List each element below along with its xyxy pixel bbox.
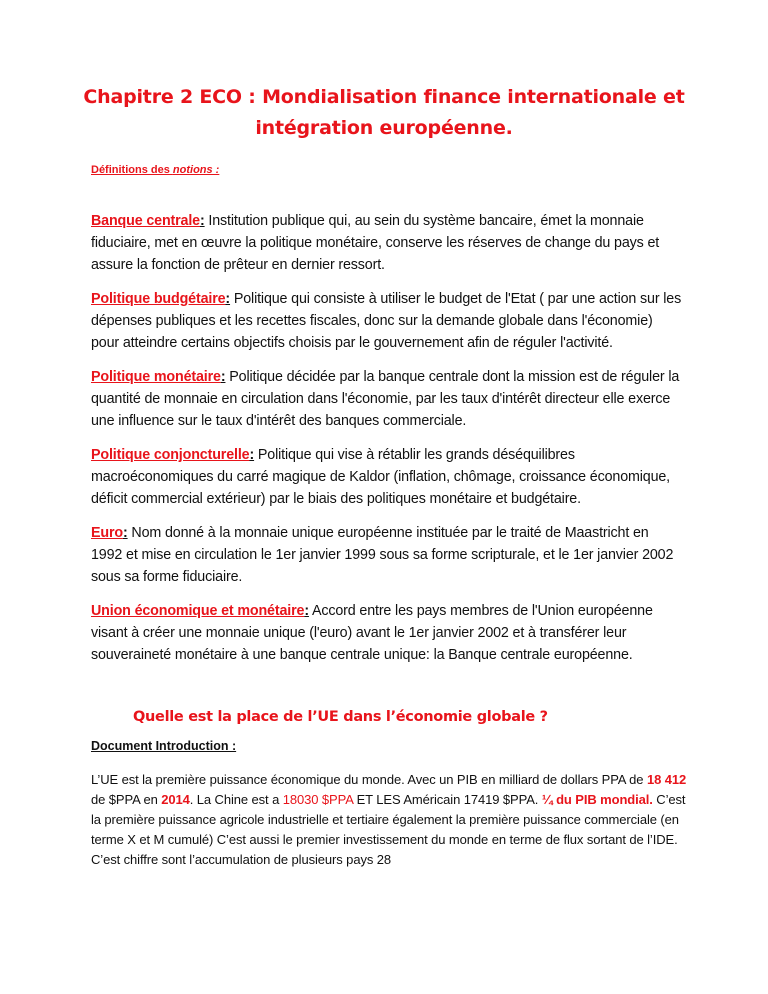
definition-colon: : — [225, 291, 231, 307]
definition-term: Union économique et monétaire — [91, 603, 305, 619]
definition-politique-monetaire — [91, 366, 683, 432]
definition-union-economique-monetaire — [91, 600, 683, 666]
intro-text-3: . La Chine est a — [189, 792, 283, 807]
definition-colon: : — [199, 213, 205, 229]
chapter-title-line-2: intégration européenne. — [255, 117, 513, 139]
definition-politique-conjoncturelle — [91, 444, 683, 510]
introduction-paragraph — [91, 770, 691, 870]
definition-colon: : — [220, 369, 226, 385]
intro-year: 2014 — [161, 792, 190, 807]
intro-share-world-gdp: ¼ du PIB mondial. — [541, 792, 653, 807]
definition-euro — [91, 522, 683, 588]
definition-text: Nom donné à la monnaie unique européenne instituée par le traité de Maastricht en 1992 et mise en circulation le 1er janvier 1999 sous sa forme scripturale, et le 1er janvier 2002 sous sa forme fiduciaire. — [91, 525, 674, 585]
intro-text-5: C’est la première puissance agricole industrielle et tertiaire également la première puissance commerciale (en terme X et M cumulé) C’est aussi le premier investissement du monde en terme de flux sortant de l’IDE. C’est chiffre sont l’accumulation de plusieurs pays 28 — [91, 792, 686, 867]
definition-banque-centrale — [91, 210, 683, 276]
definition-text: Politique décidée par la banque centrale dont la mission est de réguler la quantité de monnaie en circulation dans l'économie, par les taux d'intérêt directeur elle exerce une influence sur le taux d'intérêt des banques commerciale. — [91, 369, 680, 429]
chapter-title-line-1: Chapitre 2 ECO : Mondialisation finance internationale et — [83, 86, 685, 108]
definition-colon: : — [304, 603, 309, 619]
intro-text-4: ET LES Américain 17419 $PPA. — [353, 792, 542, 807]
definition-text: Politique qui vise à rétablir les grands déséquilibres macroéconomiques du carré magique de Kaldor (inflation, chômage, croissance économique, déficit commercial extérieur) par le biais des politiques monétaire et budgétaire. — [91, 447, 671, 507]
definition-term: Politique monétaire — [91, 369, 221, 385]
definitions-heading-prefix: Définitions des — [91, 164, 173, 176]
intro-value-chine: 18030 $PPA — [282, 792, 354, 807]
definitions-heading-emphasis: notions : — [172, 164, 220, 176]
intro-value-ue: 18 412 — [646, 772, 687, 787]
definition-politique-budgetaire — [91, 288, 683, 354]
definition-term: Euro — [91, 525, 123, 541]
definition-text: Accord entre les pays membres de l'Union européenne visant à créer une monnaie unique (l'euro) avant le 1er janvier 2002 et à transférer leur souveraineté monétaire à une banque centrale unique: la Banque centrale européenne. — [91, 603, 653, 663]
definition-text: Politique qui consiste à utiliser le budget de l'Etat ( par une action sur les dépenses publiques et les recettes fiscales, donc sur la demande globale dans l'économie) pour atteindre certains objectifs choisis par le gouvernement afin de réguler l'activité. — [91, 291, 682, 351]
section-question-heading: Quelle est la place de l’UE dans l’économie globale ? — [133, 709, 548, 725]
definition-term: Banque centrale — [91, 213, 200, 229]
definitions-heading — [91, 164, 219, 176]
intro-text-2: de $PPA en — [91, 792, 162, 807]
definition-text: Institution publique qui, au sein du système bancaire, émet la monnaie fiduciaire, met en œuvre la politique monétaire, conserve les réserves de change du pays et assure la fonction de prêteur en dernier ressort. — [91, 213, 660, 273]
document-introduction-heading: Document Introduction : — [91, 739, 237, 753]
intro-text-1: L’UE est la première puissance économique du monde. Avec un PIB en milliard de dollars PPA de — [91, 772, 647, 787]
definition-term: Politique budgétaire — [91, 291, 226, 307]
definition-colon: : — [122, 525, 128, 541]
definition-term: Politique conjoncturelle — [91, 447, 250, 463]
definition-colon: : — [249, 447, 255, 463]
definitions-list — [91, 210, 683, 678]
chapter-title — [0, 82, 768, 144]
